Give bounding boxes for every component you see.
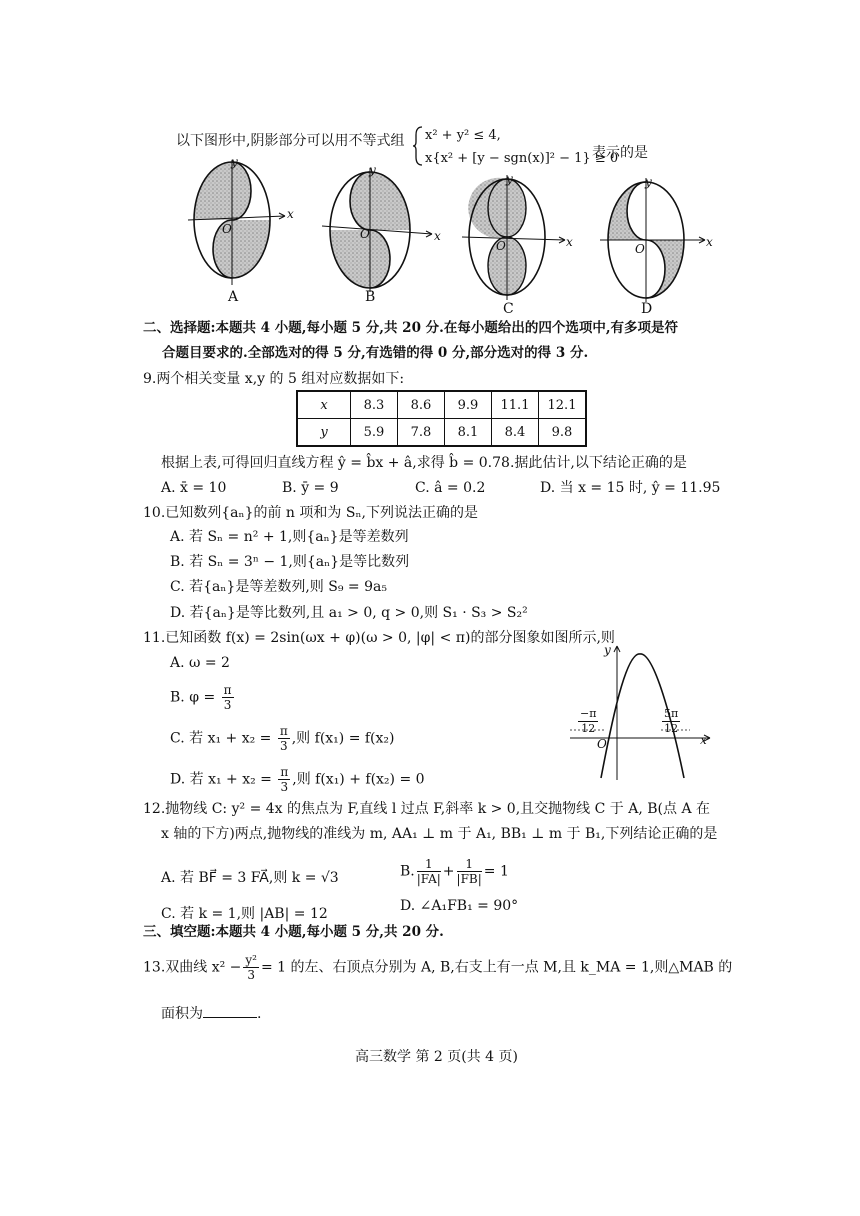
figure-d [600,175,705,302]
fig-b-o: O [360,227,370,241]
fig-a-y: y [231,155,238,169]
table-cell: 8.4 [492,419,539,447]
q12-line2: x 轴的下方)两点,抛物线的准线为 m, AA₁ ⊥ m 于 A₁, BB₁ ⊥ m 于 B₁,下列结论正确的是 [161,826,718,842]
q13-line1 [143,953,732,982]
table-cell: 11.1 [492,391,539,419]
fig-label-d: D [641,301,653,317]
q10-option-b: B. 若 Sₙ = 3ⁿ − 1,则{aₙ}是等比数列 [170,554,410,570]
fraction-numerator: y² [245,953,257,967]
q12-option-b-suffix: = 1 [483,863,509,880]
fraction-denominator: 3 [280,780,289,794]
q12-option-b-fraction-2 [457,857,482,886]
q8-figures [0,0,860,320]
table-row [297,391,586,419]
table-cell: 9.9 [445,391,492,419]
q11-graph-left-label [576,707,600,736]
q11-stem: 11.已知函数 f(x) = 2sin(ωx + φ)(ω > 0, |φ| < π)的部分图象如图所示,则 [143,630,615,646]
q10-stem: 10.已知数列{aₙ}的前 n 项和为 Sₙ,下列说法正确的是 [143,505,478,521]
fig-label-c: C [503,301,514,317]
q11-option-c-suffix: ,则 f(x₁) = f(x₂) [291,730,395,747]
section2-line2: 合题目要求的.全部选对的得 5 分,有选错的得 0 分,部分选对的得 3 分. [162,345,589,361]
fraction-denominator: 3 [223,698,232,712]
q11-option-a: A. ω = 2 [170,655,230,671]
q9-option-c: C. â = 0.2 [415,480,486,496]
table-cell: y [297,419,351,447]
fraction-numerator: 5π [664,707,679,720]
q13-end: . [257,1006,262,1022]
fig-c-y: y [506,172,513,186]
fig-a-o: O [222,222,232,236]
q11-graph-x: x [700,733,707,747]
q8-suffix: 表示的是 [592,145,648,161]
q11-option-b [170,683,236,712]
fig-d-o: O [635,242,645,256]
q12-option-d: D. ∠A₁FB₁ = 90° [400,898,519,914]
fraction-denominator: |FA| [416,872,441,886]
table-cell: 12.1 [539,391,587,419]
q11-option-b-prefix: B. φ = [170,689,220,706]
q9-option-b: B. ȳ = 9 [282,480,339,496]
q11-option-d-prefix: D. 若 x₁ + x₂ = [170,771,277,788]
q11-graph-y: y [604,643,611,657]
fraction-denominator: 3 [279,739,288,753]
figure-b [322,168,432,292]
q12-option-b: B. $\frac{1}{|FA|}$ + $\frac{1}{|FB|}$ = 1 [400,857,509,886]
q13-prefix: 13.双曲线 x² − [143,959,242,976]
q11-graph-o: O [597,737,607,751]
fraction-numerator: 1 [417,857,441,872]
q12-option-c: C. 若 k = 1,则 |AB| = 12 [161,906,328,922]
fig-label-a: A [228,289,239,305]
q10-option-c: C. 若{aₙ}是等差数列,则 S₉ = 9a₅ [170,579,387,595]
table-cell: 7.8 [398,419,445,447]
q9-option-a: A. x̄ = 10 [161,480,227,496]
section3-heading: 三、填空题:本题共 4 小题,每小题 5 分,共 20 分. [143,924,444,940]
fig-d-x: x [706,235,713,249]
q9-note: 根据上表,可得回归直线方程 ŷ = b̂x + â,求得 b̂ = 0.78.据此估计,以下结论正确的是 [161,455,687,471]
q11-option-d-suffix: ,则 f(x₁) + f(x₂) = 0 [292,771,425,788]
table-cell: 8.6 [398,391,445,419]
q11-graph-left-fraction [578,707,598,736]
q9-table [296,390,587,447]
q11-option-d [170,765,425,794]
fraction-denominator: |FB| [456,872,482,886]
fraction-numerator: 1 [457,857,482,872]
fig-b-x: x [434,229,441,243]
fraction-denominator: 12 [664,722,679,735]
fraction-numerator: −π [580,707,597,720]
q10-option-a: A. 若 Sₙ = n² + 1,则{aₙ}是等差数列 [170,529,409,545]
fraction-numerator: π [279,724,288,738]
q10-option-d: D. 若{aₙ}是等比数列,且 a₁ > 0, q > 0,则 S₁ · S₃ > S₂² [170,605,528,621]
q12-option-b-prefix: B. [400,863,415,880]
q8-prefix: 以下图形中,阴影部分可以用不等式组 [176,133,405,149]
q12-option-b-fraction-1 [417,857,441,886]
q9-stem: 9.两个相关变量 x,y 的 5 组对应数据如下: [143,371,405,387]
q11-graph-right-fraction [662,707,680,736]
fig-a-x: x [287,207,294,221]
q11-option-c [170,724,395,753]
table-cell: 8.1 [445,419,492,447]
q12-option-a: A. 若 BF⃗ = 3 FA⃗,则 k = √3 [161,870,339,886]
fig-c-x: x [566,235,573,249]
figure-a [188,160,285,285]
table-row [297,419,586,447]
fig-b-y: y [369,163,376,177]
fraction-numerator: π [280,765,289,779]
answer-blank[interactable] [203,1005,257,1018]
q12-line1: 12.抛物线 C: y² = 4x 的焦点为 F,直线 l 过点 F,斜率 k > 0,且交抛物线 C 于 A, B(点 A 在 [143,801,710,817]
fig-d-y: y [645,175,652,189]
q13-area-label: 面积为 [161,1006,203,1022]
fig-c-o: O [496,239,506,253]
table-cell: 5.9 [351,419,398,447]
q13-fraction [243,953,259,982]
fraction-denominator: 12 [581,722,596,735]
fraction-numerator: π [223,683,232,697]
q11-option-d-fraction [278,765,290,794]
q11-option-c-fraction [278,724,290,753]
table-cell: x [297,391,351,419]
q11-option-b-fraction [222,683,234,712]
q13-suffix: = 1 的左、右顶点分别为 A, B,右支上有一点 M,且 k_MA = 1,则△MAB 的 [261,959,733,976]
q11-graph-right-label [660,707,682,736]
figure-c [462,172,565,300]
fraction-denominator: 3 [247,968,256,982]
q13-line2 [161,1005,261,1021]
table-cell: 9.8 [539,419,587,447]
q8-ineq1: x² + y² ≤ 4, [425,128,501,143]
section2-line1: 二、选择题:本题共 4 小题,每小题 5 分,共 20 分.在每小题给出的四个选项中,有多项是符 [143,320,679,336]
page-footer: 高三数学 第 2 页(共 4 页) [355,1049,518,1065]
q8-ineq2: x{x² + [y − sgn(x)]² − 1} ≥ 0 [425,151,619,166]
table-cell: 8.3 [351,391,398,419]
fig-label-b: B [365,289,376,305]
q11-option-c-prefix: C. 若 x₁ + x₂ = [170,730,276,747]
q9-option-d: D. 当 x = 15 时, ŷ = 11.95 [540,480,721,496]
